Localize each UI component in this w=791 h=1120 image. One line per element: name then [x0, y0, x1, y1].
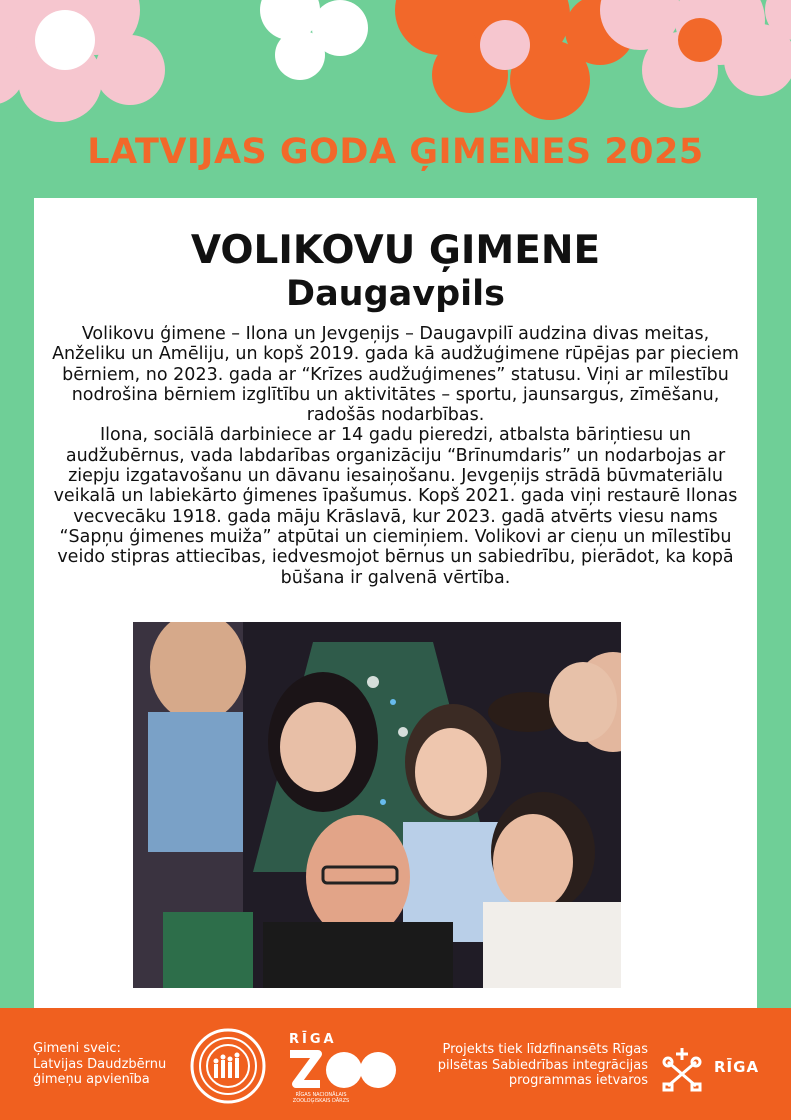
riga-coat-of-arms-icon [660, 1046, 704, 1092]
family-association-logo [188, 1026, 268, 1106]
story-paragraph: Ilona, sociālā darbiniece ar 14 gadu pieredzi, atbalsta bāriņtiesu un audžubērnus, vada labdarības organizāciju “Brīnumdaris” un nodarbojas ar ziepju izgatavošanu un dāvanu iesaiņošanu. Jevgeņijs strādā būvmateriālu veikalā un labiekārto ģimenes īpašumus. Kopš 2021. gada viņi restaurē Ilonas vecvecāku 1918. gada māju Krāslavā, kur 2023. gadā atvērts viesu nams “Sapņu ģimenes muiža” atpūtai un ciemiņiem. Volikovi ar cieņu un mīlestību veido stipras attiecības, iedvesmojot bērnus un sabiedrību, pierādot, ka kopā būšana ir galvenā vērtība. [53, 425, 738, 588]
greeting-line: ģimeņu apvienība [33, 1072, 150, 1087]
footer [0, 1008, 791, 1120]
project-line: programmas ietvaros [508, 1073, 648, 1088]
zoo-logo-subtitle: RĪGAS NACIONĀLAIS ZOOLOĢISKAIS DĀRZS [292, 1092, 350, 1104]
zoo-logo [286, 1032, 402, 1106]
story-paragraph: Volikovu ģimene – Ilona un Jevgeņijs – Daugavpilī audzina divas meitas, Anželiku un Amēliju, un kopš 2019. gada kā audžuģimene rūpējas par pieciem bērniem, no 2023. gada ar “Krīzes audžuģimenes” statusu. Viņi ar mīlestību nodrošina bērniem izglītību un aktivitātes – sportu, jaunsargus, zīmēšanu, radošās nodarbības. [52, 324, 739, 426]
riga-label: RĪGA [714, 1058, 760, 1076]
family-story [44, 324, 747, 588]
page-headline: LATVIJAS GODA ĢIMENES 2025 [87, 132, 704, 172]
zoo-logo-mark [286, 1048, 402, 1092]
project-text [408, 1042, 648, 1089]
family-card [34, 198, 757, 1008]
greeting-line: Latvijas Daudzbērnu [33, 1056, 167, 1072]
project-line: Projekts tiek līdzfinansēts Rīgas [442, 1042, 648, 1057]
flower-decoration [0, 0, 791, 140]
family-name: VOLIKOVU ĢIMENE [190, 228, 601, 273]
family-city: Daugavpils [286, 274, 505, 314]
greeting-text [33, 1041, 183, 1088]
greeting-line: Ģimeni sveic: [33, 1041, 121, 1056]
zoo-logo-top: RĪGA [289, 1032, 337, 1047]
family-photo [133, 622, 621, 988]
project-line: pilsētas Sabiedrības integrācijas [437, 1057, 648, 1073]
